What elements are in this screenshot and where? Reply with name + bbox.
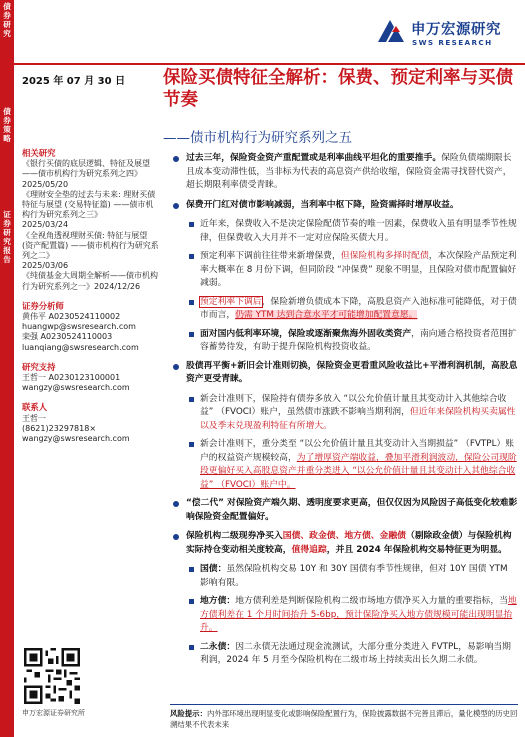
sub-bullet-text: 虽然保险机构交易 10Y 和 30Y 国债有季节性规律，但对 10Y 国债 YTM 影响有限。: [200, 564, 508, 588]
sub-bullet: [170, 641, 518, 668]
sub-bullet-text: 近年来，保费收入不是决定保险配债节奏的唯一因素，保费收入虽有明显季节性规律，但保费收入大月并不一定对应保险买债大月。: [200, 219, 517, 243]
boxed-text: 预定利率下调后: [200, 296, 262, 307]
bullet-text: （剔除政金债）与保险机构实际持仓变动相关度较高，: [186, 531, 512, 555]
sws-logo-icon: [376, 18, 406, 44]
sub-bullet-label: 二永债：: [200, 641, 236, 652]
side-label-research: 债券研究: [3, 2, 11, 38]
bullet-headline: 股债再平衡+新旧会计准则切换，保险资金更看重风险收益比+平滑利润机制，高股息资产更受青睐。: [186, 360, 518, 384]
risk-text: 内外部环境出现明显变化或影响保险配置行为，保险披露数据不完善且滞后，量化模型的历史回溯结果不代表未来: [170, 709, 518, 729]
related-item[interactable]: 《纯债基金大周期全解析——债市机构行为研究系列之一》: [22, 271, 158, 291]
bullet-text: ，并且 2024 年保险机构交易特征更为明显。: [326, 544, 507, 555]
brand-logo: [376, 14, 516, 54]
sub-bullet-text: 预定利率下调前往往带来新增保费，: [200, 251, 341, 261]
risk-warning: [170, 708, 518, 730]
brand-name-en: SWS RESEARCH: [412, 38, 493, 47]
sub-bullet: [170, 438, 518, 492]
sub-bullet-text: ，保险新增负债成本下降，高股息资产入池标准可能降低，对于债市而言，: [200, 296, 517, 320]
highlight-text: 值得追踪: [291, 544, 327, 555]
footer-divider: [170, 704, 518, 705]
sub-bullet-headline: 面对国内低利率环境，保险或逐渐聚焦海外固收类资产: [200, 328, 412, 339]
bullet-point: [170, 530, 518, 557]
sub-bullet-text: 地方债利差是判断保险机构二级市场地方债净买入力量的重要指标，当: [235, 596, 508, 606]
side-strip: [0, 0, 14, 737]
bullet-text: 但仅仅因为风险因子高低变化较难影响保险资金配置偏好。: [186, 498, 518, 522]
bullet-point: [170, 152, 518, 193]
sub-bullet-text: 新会计准则下，保险持有债券多放入 “以公允价值计量且其变动计入其他综合收益” （FVOCI）账户，虽然债市涨跌不影响当期利润，: [200, 393, 507, 417]
related-item[interactable]: 《全视角透视理财买债: 特征与展望 (资产配置篇) ——债市机构行为研究系列之二》: [22, 230, 159, 261]
related-item-date: 2025/05/20: [22, 179, 69, 189]
highlight-text: 国债、政金债、地方债、金融债: [282, 531, 406, 541]
sub-bullet: [170, 328, 518, 355]
sub-bullet: [170, 563, 518, 590]
support-heading: 研究支持: [22, 361, 56, 372]
highlight-text: 仍需 YTM 达到合意水平才可能增加配置意愿。: [235, 310, 418, 320]
report-title: 保险买债特征全解析：保费、预定利率与买债节奏: [163, 68, 513, 110]
sub-bullet-label: 国债：: [200, 564, 227, 574]
bullet-headline: 保费开门红对债市影响减弱，当利率中枢下降，险资需择时增厚收益。: [186, 199, 459, 210]
risk-label: 风险提示：: [170, 709, 207, 718]
analyst-email[interactable]: huangwp@swsresearch.com: [22, 322, 136, 332]
support-email[interactable]: wangzy@swsresearch.com: [22, 383, 130, 393]
related-item-date: 2024/12/26: [94, 281, 141, 291]
side-label-report: 证券研究报告: [3, 210, 11, 264]
qr-code-icon: [24, 648, 80, 704]
related-item[interactable]: 《理财安全垫的过去与未来: 理财买债特征与展望 (交易特征篇) ——债市机构行为研究系列之三》: [22, 189, 156, 220]
contact-line: 王哲一: [22, 413, 46, 423]
brand-name-cn: 申万宏源研究: [411, 22, 501, 38]
highlight-text: 但保险机构多择时配债: [340, 251, 429, 261]
sub-bullet-text: ，南向通合格投资者范围扩容蓄势待发，有助于提升保险机构投资收益。: [200, 328, 517, 352]
sub-bullet: [170, 595, 518, 636]
left-column: [22, 148, 160, 444]
related-item-date: 2025/03/24: [22, 220, 69, 230]
sub-bullet: [170, 393, 518, 434]
highlight-text: 地方债利差在 1 个月时间抬升 5-6bp，预计保险净买入地方债规模可能出现明显抬升。: [200, 596, 517, 633]
contact-email[interactable]: wangzy@swsresearch.com: [22, 434, 130, 444]
bullet-point: [170, 199, 518, 213]
report-subtitle: ——债市机构行为研究系列之五: [163, 130, 352, 146]
footer-company: 申万宏源证券研究所: [22, 709, 85, 717]
side-label-strategy: 债券策略: [3, 107, 11, 143]
analyst-email[interactable]: luanqiang@swsresearch.com: [22, 342, 139, 352]
sub-bullet: [170, 218, 518, 245]
sub-bullet: [170, 250, 518, 291]
bullet-headline: 过去三年，保险资金资产重配置或是利率曲线平坦化的重要推手。: [186, 153, 442, 163]
related-item[interactable]: 《银行买债的底层逻辑、特征及展望——债市机构行为研究系列之四》: [22, 159, 150, 179]
bullet-headline: 保险机构二级现券净买入: [186, 531, 283, 541]
contact-heading: 联系人: [22, 402, 48, 413]
sub-bullet-label: 地方债：: [200, 596, 236, 606]
support-line: 王哲一 A0230123100001: [22, 373, 121, 383]
bullet-headline: “偿二代” 对保险资产端久期、透明度要求更高，: [186, 498, 377, 508]
bullet-text: 保险负债端期限长且成本变动滞性低，当非标为代表的高息资产供给收缩，保险资金需寻找替代资产，超长期限利率债受青睐。: [186, 153, 512, 190]
analyst-line: 黄伟平 A0230524110002: [22, 312, 121, 322]
highlight-text: 为了增厚资产端收益，叠加平滑利润波动，保险公司现阶段更偏好买入高股息资产并重分类进入 “以公允价值计量且其变动计入其他综合收益” （FVOCI）账户中。: [200, 452, 517, 490]
analyst-line: 栾强 A0230524110003: [22, 332, 113, 342]
bullet-point: [170, 360, 518, 387]
summary-body: [170, 152, 518, 673]
contact-phone: (8621)23297818×: [22, 423, 97, 433]
sub-bullet-text: 新会计准则下，重分类至 “以公允价值计量且其变动计入当期损益” （FVTPL）账户的权益资产规模较高，: [200, 439, 515, 463]
sub-bullet-text: 因二永债无法通过现金流测试，大部分重分类进入 FVTPL，易影响当期利润，2024 年 5 月至今保险机构在二级市场上持续卖出长久期二永债。: [200, 641, 511, 665]
related-heading: 相关研究: [22, 148, 56, 158]
bullet-point: [170, 497, 518, 524]
highlight-text: 但近年来保险机构买卖属性以及季末兑现盈利特征有所增大。: [200, 407, 516, 431]
sub-bullet: [170, 296, 518, 323]
header-divider: [14, 63, 525, 65]
analysts-heading: 证券分析师: [22, 300, 64, 311]
report-date: 2025 年 07 月 30 日: [22, 76, 126, 87]
related-item-date: 2025/03/06: [22, 261, 69, 271]
sub-bullet-text: ，本次保险产品预定利率大概率在 8 月份下调，但同阶段 “冲保费” 现象不明显，且保险对债市配置偏好减弱。: [200, 251, 517, 288]
